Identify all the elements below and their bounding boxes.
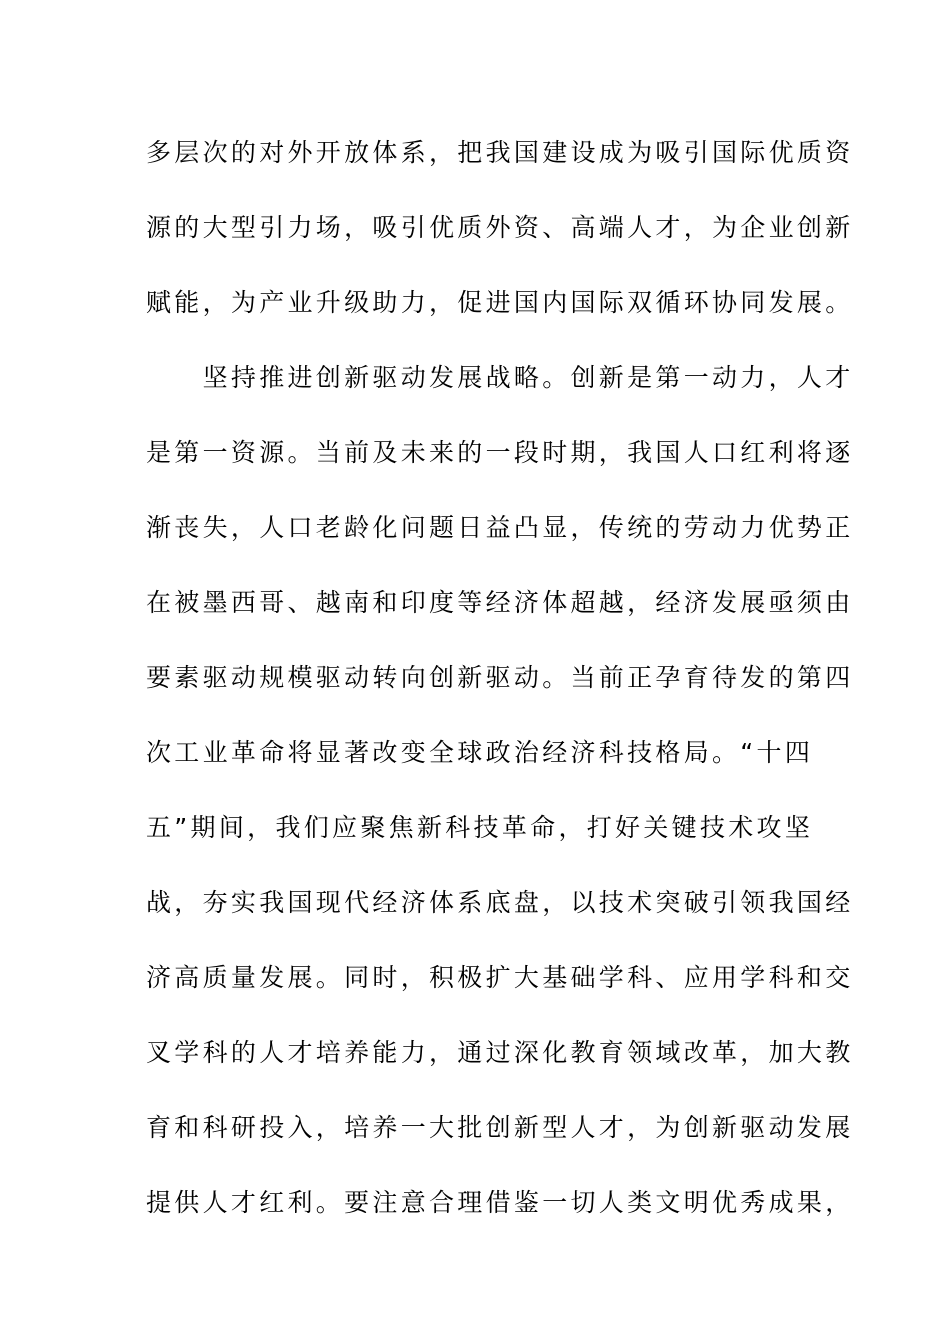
text-line: 多层次的对外开放体系，把我国建设成为吸引国际优质资 <box>146 138 854 167</box>
text-line: 战，夯实我国现代经济体系底盘，以技术突破引领我国经 <box>146 888 854 917</box>
text-line: 源的大型引力场，吸引优质外资、高端人才，为企业创新 <box>146 213 854 242</box>
text-line: 五”期间，我们应聚焦新科技革命，打好关键技术攻坚 <box>146 813 814 842</box>
text-line: 是第一资源。当前及未来的一段时期，我国人口红利将逐 <box>146 438 854 467</box>
text-line: 要素驱动规模驱动转向创新驱动。当前正孕育待发的第四 <box>146 663 854 692</box>
text-line: 叉学科的人才培养能力，通过深化教育领域改革，加大教 <box>146 1038 854 1067</box>
text-line: 渐丧失，人口老龄化问题日益凸显，传统的劳动力优势正 <box>146 513 854 542</box>
text-line: 提供人才红利。要注意合理借鉴一切人类文明优秀成果， <box>146 1188 854 1217</box>
text-line: 育和科研投入，培养一大批创新型人才，为创新驱动发展 <box>146 1113 854 1142</box>
text-line: 济高质量发展。同时，积极扩大基础学科、应用学科和交 <box>146 963 854 992</box>
text-line: 次工业革命将显著改变全球政治经济科技格局。“十四 <box>146 738 814 767</box>
text-line: 赋能，为产业升级助力，促进国内国际双循环协同发展。 <box>146 288 854 317</box>
paragraph-start-line: 坚持推进创新驱动发展战略。创新是第一动力，人才 <box>146 363 854 392</box>
text-line: 在被墨西哥、越南和印度等经济体超越，经济发展亟须由 <box>146 588 854 617</box>
